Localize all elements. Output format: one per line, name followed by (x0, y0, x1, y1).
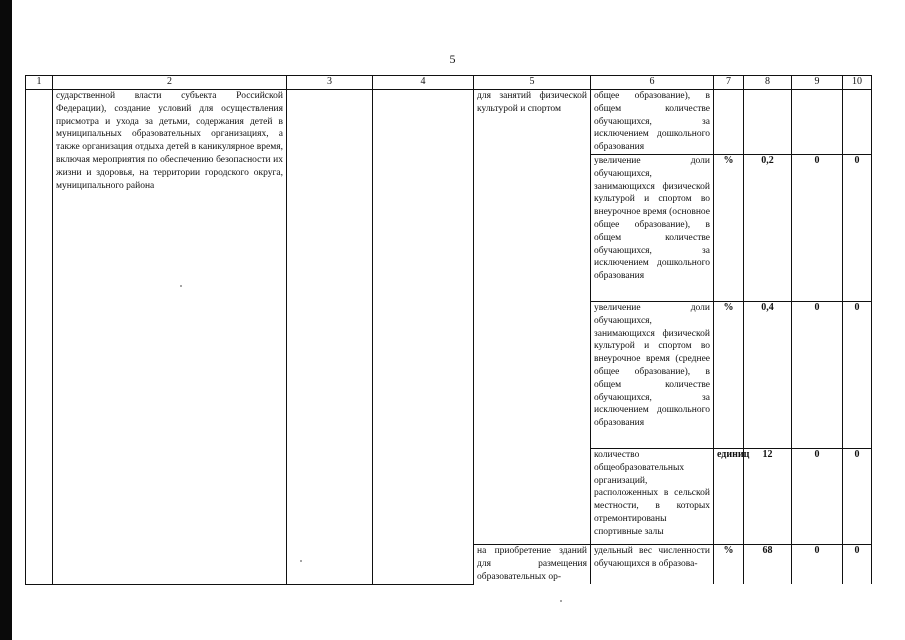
budget-table (25, 75, 872, 585)
indicator-value-9: 0 (792, 448, 843, 544)
scan-edge-bar (0, 0, 12, 640)
cell-col-4 (373, 90, 474, 585)
table-row (26, 90, 872, 155)
indicator-value-9: 0 (792, 301, 843, 448)
purpose-sport: для занятий физической культурой и спортом (474, 90, 591, 545)
indicator-value-10: 0 (843, 448, 872, 544)
indicator-unit: единиц (714, 448, 744, 544)
header-col-7: 7 (714, 76, 744, 90)
indicator-value-9: 0 (792, 154, 843, 301)
header-col-10: 10 (843, 76, 872, 90)
header-col-1: 1 (26, 76, 53, 90)
indicator-text: общее образование), в общем количестве обучающихся, за исключением дошкольного образования (591, 90, 714, 155)
indicator-value-9: 0 (792, 544, 843, 584)
indicator-value-9 (792, 90, 843, 155)
header-row (26, 76, 872, 90)
cell-col-3 (287, 90, 373, 585)
indicator-text: увеличение доли обучающихся, занимающихся физической культурой и спортом во внеурочное время (среднее общее образование), в общем количестве обучающихся, за исключением дошкольного образования (591, 301, 714, 448)
header-col-8: 8 (744, 76, 792, 90)
indicator-unit: % (714, 544, 744, 584)
header-col-4: 4 (373, 76, 474, 90)
indicator-text: количество общеобразовательных организаций, расположенных в сельской местности, в которых отремонтированы спортивные залы (591, 448, 714, 544)
indicator-value-10: 0 (843, 301, 872, 448)
scan-speck (180, 285, 182, 287)
purpose-buildings: на приобретение зданий для размещения образовательных ор- (474, 544, 591, 584)
header-col-5: 5 (474, 76, 591, 90)
indicator-value-10 (843, 90, 872, 155)
header-col-6: 6 (591, 76, 714, 90)
header-col-9: 9 (792, 76, 843, 90)
scan-speck (560, 600, 562, 602)
direction-text: сударственной власти субъекта Российской Федерации), создание условий для осуществления присмотра и ухода за детьми, содержания детей в муниципальных образовательных организациях, а также организация отдыха детей в каникулярное время, включая мероприятия по обеспечению безопасности их жизни и здоровья, на территории городского округа, муниципального района (53, 90, 287, 585)
scan-speck (300, 560, 302, 562)
indicator-value-10: 0 (843, 154, 872, 301)
indicator-value-8: 68 (744, 544, 792, 584)
indicator-text: удельный вес численности обучающихся в образова- (591, 544, 714, 584)
indicator-value-8: 12 (744, 448, 792, 544)
indicator-value-8 (744, 90, 792, 155)
header-col-2: 2 (53, 76, 287, 90)
indicator-unit: % (714, 301, 744, 448)
indicator-unit (714, 90, 744, 155)
indicator-text: увеличение доли обучающихся, занимающихся физической культурой и спортом во внеурочное время (основное общее образование), в общем количестве обучающихся, за исключением дошкольного образования (591, 154, 714, 301)
indicator-value-8: 0,4 (744, 301, 792, 448)
header-col-3: 3 (287, 76, 373, 90)
indicator-unit: % (714, 154, 744, 301)
indicator-value-8: 0,2 (744, 154, 792, 301)
indicator-value-10: 0 (843, 544, 872, 584)
page-number: 5 (449, 52, 456, 66)
cell-col-1 (26, 90, 53, 585)
